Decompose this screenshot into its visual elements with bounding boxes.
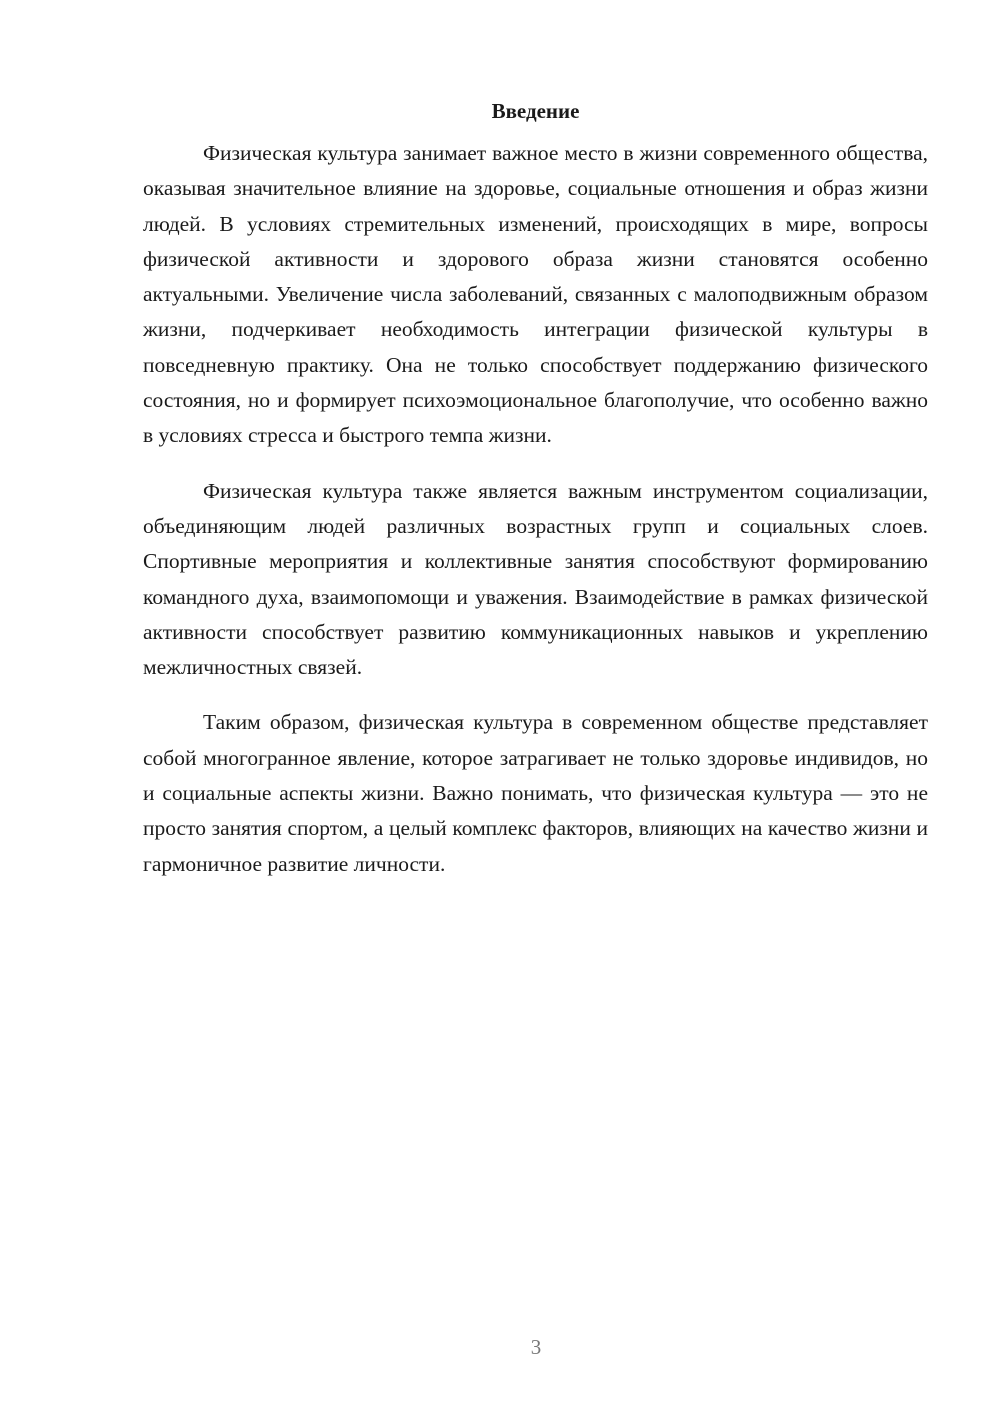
paragraph-1: Физическая культура занимает важное место в жизни современного общества, оказывая значительное влияние на здоровье, социальные отношения и образ жизни людей. В условиях стремительных изменений, происходящих в мире, вопросы физической активности и здорового образа жизни становятся особенно актуальными. Увеличение числа заболеваний, связанных с малоподвижным образом жизни, подчеркивает необходимость интеграции физической культуры в повседневную практику. Она не только способствует поддержанию физического состояния, но и формирует психоэмоциональное благополучие, что особенно важно в условиях стресса и быстрого темпа жизни. [143, 141, 928, 448]
paragraph-3: Таким образом, физическая культура в современном обществе представляет собой многогранное явление, которое затрагивает не только здоровье индивидов, но и социальные аспекты жизни. Важно понимать, что физическая культура — это не просто занятия спортом, а целый комплекс факторов, влияющих на качество жизни и гармоничное развитие личности. [143, 710, 928, 876]
document-body [143, 96, 928, 902]
page-number: 3 [530, 1335, 542, 1359]
paragraph-2: Физическая культура также является важным инструментом социализации, объединяющим людей различных возрастных групп и социальных слоев. Спортивные мероприятия и коллективные занятия способствуют формированию командного духа, взаимопомощи и уважения. Взаимодействие в рамках физической активности способствует развитию коммуникационных навыков и укреплению межличностных связей. [143, 478, 928, 680]
page-title: Введение [491, 99, 580, 123]
